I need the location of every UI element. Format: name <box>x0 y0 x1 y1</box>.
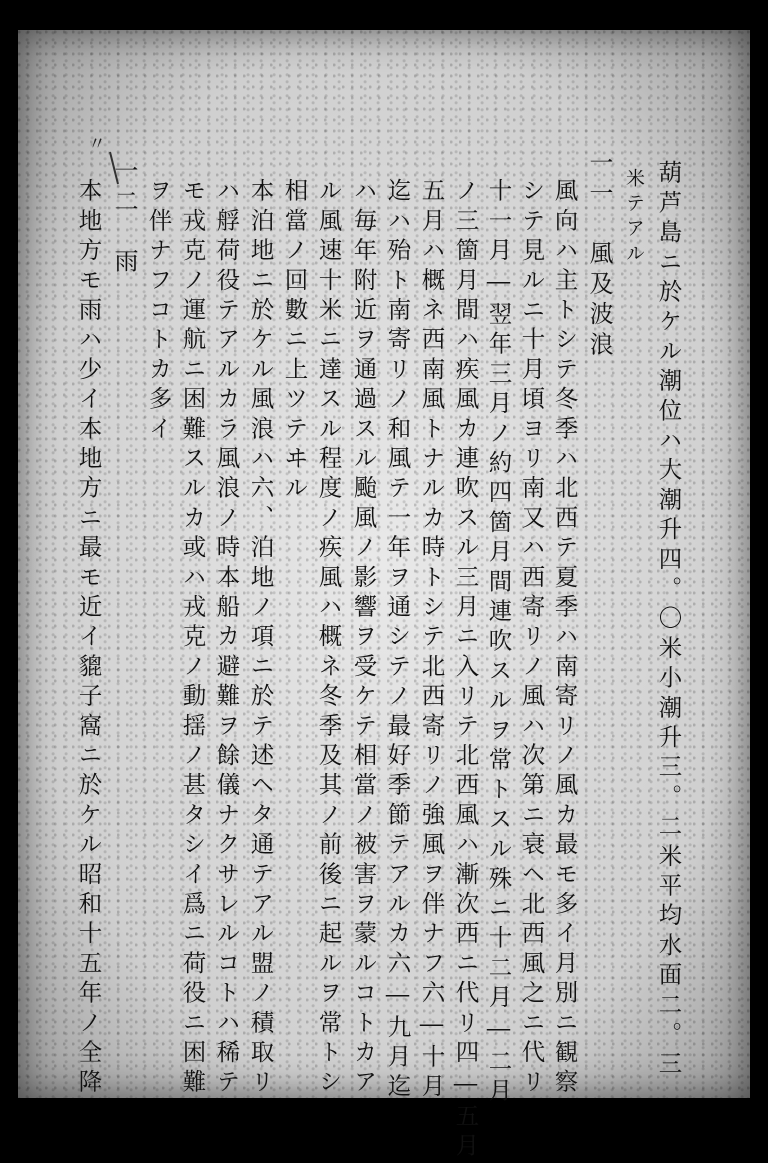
text-column-15: モ戎克ノ運航ニ困難スルカ或ハ戎克ノ動揺ノ甚タシイ爲ニ荷役ニ困難 <box>178 178 207 1099</box>
section-heading-rain: 一二 雨 <box>110 158 138 279</box>
section-heading-wind: 一一 風及波浪 <box>585 150 613 362</box>
text-column-10: ハ毎年附近ヲ通過スル颱風ノ影響ヲ受ケテ相當ノ被害ヲ蒙ルコトカア <box>349 178 378 1099</box>
text-column-7: ノ三箇月間ハ疾風カ連吹スル三月ニ入リテ北西風ハ漸次西ニ代リ四―五月 <box>451 178 480 1163</box>
text-column-14: ハ艀荷役テアルカラ風浪ノ時本船カ避難ヲ餘儀ナクサレルコトハ稀テ <box>212 178 241 1099</box>
text-column-5: シテ見ルニ十月頃ヨリ南又ハ西寄リノ風ハ次第ニ衰ヘ北西風之ニ代リ <box>517 178 546 1099</box>
text-column-2: 米テアル <box>623 168 645 268</box>
text-column-1: 葫芦島ニ於ケル潮位ハ大潮升四。〇米小潮升三。二米平均水面二。三 <box>654 160 683 1081</box>
text-column-16: ヲ伴ナフコトカ多イ <box>144 178 173 446</box>
text-column-18: 本地方モ雨ハ少イ本地方ニ最モ近イ貔子窩ニ於ケル昭和十五年ノ全降 <box>74 178 103 1099</box>
text-column-8: 五月ハ概ネ西南風トナルカ時トシテ北西寄リノ強風ヲ伴ナフ六―十月 <box>417 178 446 1104</box>
text-column-13: 本泊地ニ於ケル風浪ハ六、泊地ノ項ニ於テ述ヘタ通テアル盟ノ積取リ <box>246 178 275 1099</box>
text-column-9: 迄ハ殆ト南寄リノ和風テ一年ヲ通シテノ最好季節テアルカ六―九月迄 <box>383 178 412 1104</box>
margin-mark: 〃 <box>88 134 104 155</box>
text-column-4: 風向ハ主トシテ冬季ハ北西テ夏季ハ南寄リノ風カ最モ多イ月別ニ観察 <box>550 178 579 1099</box>
text-column-11: ル風速十米ニ達スル程度ノ疾風ハ概ネ冬季及其ノ前後ニ起ルヲ常トシ <box>314 178 343 1099</box>
paper-sheet <box>18 30 750 1163</box>
ink-stroke-mark <box>108 150 128 190</box>
text-column-12: 相當ノ回數ニ上ツテヰル <box>280 178 309 505</box>
text-column-6: 十一月―翌年三月ノ約四箇月間連吹スルヲ常トスル殊ニ十二月―二月 <box>484 178 513 1108</box>
